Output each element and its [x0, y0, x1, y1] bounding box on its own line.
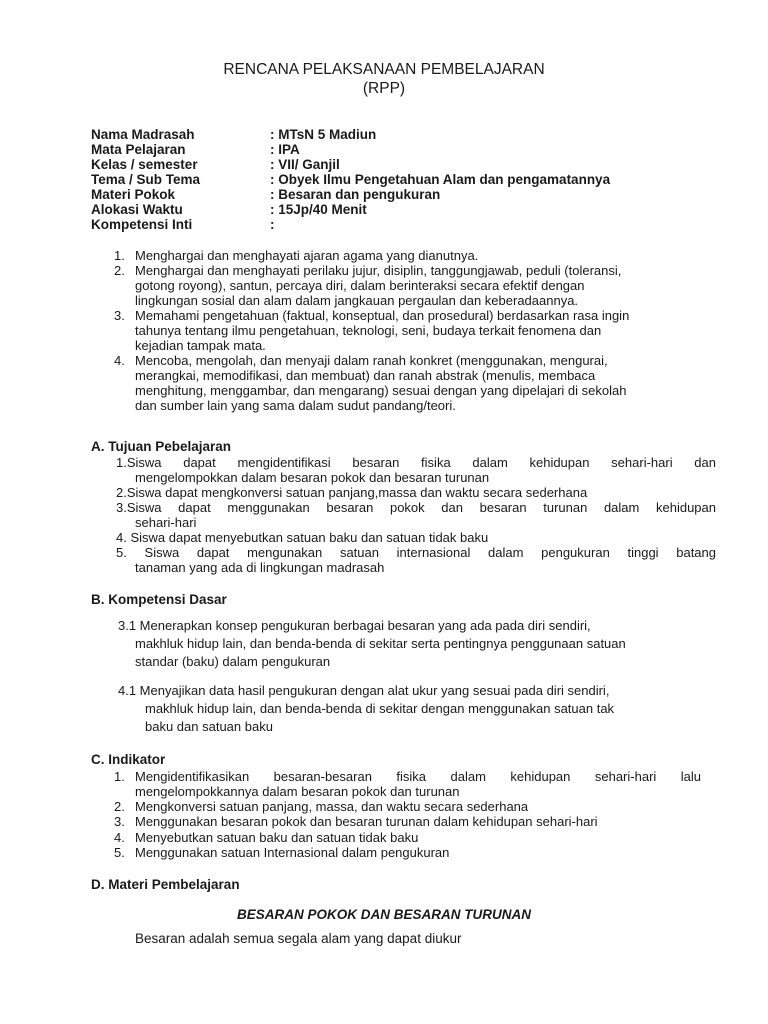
ki-line: gotong royong), santun, percaya diri, dalam berinteraksi secara efektif dengan	[135, 278, 585, 293]
indikator-line: Menggunakan besaran pokok dan besaran turunan dalam kehidupan sehari-hari	[135, 814, 598, 829]
ki-line: menghitung, menggambar, dan mengarang) sesuai dengan yang dipelajari di sekolah	[135, 383, 627, 398]
tujuan-item-5: 5. Siswa dapat mengunakan satuan internasional dalam pengukuran tinggi batang	[116, 545, 716, 560]
kd-3-1-line: makhluk hidup lain, dan benda-benda di sekitar serta pentingnya penggunaan satuan	[135, 636, 626, 651]
indikator-line: Mengkonversi satuan panjang, massa, dan waktu secara sederhana	[135, 799, 529, 814]
info-label-alokasi: Alokasi Waktu	[91, 202, 183, 217]
info-label-ki: Kompetensi Inti	[91, 217, 193, 232]
document-subtitle: (RPP)	[362, 80, 406, 97]
document-title: RENCANA PELAKSANAAN PEMBELAJARAN	[223, 61, 545, 78]
section-b-heading: B. Kompetensi Dasar	[91, 592, 227, 607]
info-value-tema: : Obyek Ilmu Pengetahuan Alam dan pengamatannya	[270, 172, 611, 187]
kd-4-1-line: makhluk hidup lain, dan benda-benda di sekitar dengan menggunakan satuan tak	[145, 701, 615, 716]
tujuan-item-4: 4. Siswa dapat menyebutkan satuan baku dan satuan tidak baku	[116, 530, 489, 545]
info-label-madrasah: Nama Madrasah	[91, 127, 195, 142]
tujuan-item-2: 2.Siswa dapat mengkonversi satuan panjang,massa dan waktu secara sederhana	[116, 485, 588, 500]
info-value-materi: : Besaran dan pengukuran	[270, 187, 441, 202]
kd-3-1-line: 3.1 Menerapkan konsep pengukuran berbagai besaran yang ada pada diri sendiri,	[118, 618, 591, 633]
tujuan-item-3-cont: sehari-hari	[135, 515, 197, 530]
indikator-number: 5.	[114, 845, 125, 860]
section-c-heading: C. Indikator	[91, 752, 166, 767]
ki-line: lingkungan sosial dan alam dalam jangkauan pergaulan dan keberadaannya.	[135, 293, 579, 308]
ki-line: Mencoba, mengolah, dan menyaji dalam ranah konkret (menggunakan, mengurai,	[135, 353, 608, 368]
info-label-tema: Tema / Sub Tema	[91, 172, 201, 187]
ki-line: dan sumber lain yang sama dalam sudut pandang/teori.	[135, 398, 456, 413]
indikator-number: 4.	[114, 830, 125, 845]
kd-3-1-line: standar (baku) dalam pengukuran	[135, 654, 331, 669]
indikator-number: 3.	[114, 814, 125, 829]
info-label-mapel: Mata Pelajaran	[91, 142, 186, 157]
indikator-line: Menyebutkan satuan baku dan satuan tidak baku	[135, 830, 419, 845]
ki-number: 4.	[114, 353, 125, 368]
section-a-heading: A. Tujuan Pebelajaran	[91, 439, 232, 454]
indikator-line: Mengidentifikasikan besaran-besaran fisika dalam kehidupan sehari-hari lalu	[135, 769, 701, 784]
tujuan-item-3: 3.Siswa dapat menggunakan besaran pokok dan besaran turunan dalam kehidupan	[116, 500, 716, 515]
tujuan-item-5-cont: tanaman yang ada di lingkungan madrasah	[135, 560, 385, 575]
info-value-kelas: : VII/ Ganjil	[270, 157, 340, 172]
indikator-number: 2.	[114, 799, 125, 814]
info-value-ki: :	[270, 217, 275, 232]
ki-line: merangkai, memodifikasi, dan membuat) dan ranah abstrak (menulis, membaca	[135, 368, 596, 383]
section-d-heading: D. Materi Pembelajaran	[91, 877, 240, 892]
indikator-number: 1.	[114, 769, 125, 784]
tujuan-item-1-cont: mengelompokkan dalam besaran pokok dan besaran turunan	[135, 470, 490, 485]
kd-4-1-line: baku dan satuan baku	[145, 719, 273, 734]
info-value-mapel: : IPA	[270, 142, 300, 157]
indikator-line: Menggunakan satuan Internasional dalam pengukuran	[135, 845, 450, 860]
materi-body: Besaran adalah semua segala alam yang dapat diukur	[135, 931, 462, 946]
ki-line: Memahami pengetahuan (faktual, konseptual, dan prosedural) berdasarkan rasa ingin	[135, 308, 630, 323]
ki-number: 3.	[114, 308, 125, 323]
tujuan-item-1: 1.Siswa dapat mengidentifikasi besaran fisika dalam kehidupan sehari-hari dan	[116, 455, 716, 470]
info-value-madrasah: : MTsN 5 Madiun	[270, 127, 377, 142]
info-label-kelas: Kelas / semester	[91, 157, 198, 172]
materi-subtitle: BESARAN POKOK DAN BESARAN TURUNAN	[236, 907, 531, 922]
info-label-materi: Materi Pokok	[91, 187, 176, 202]
ki-line: kejadian tampak mata.	[135, 338, 266, 353]
ki-number: 1.	[114, 248, 125, 263]
indikator-line: mengelompokkannya dalam besaran pokok dan turunan	[135, 784, 460, 799]
ki-line: Menghargai dan menghayati perilaku jujur, disiplin, tanggungjawab, peduli (toleransi,	[135, 263, 622, 278]
kd-4-1-line: 4.1 Menyajikan data hasil pengukuran dengan alat ukur yang sesuai pada diri sendiri,	[118, 683, 610, 698]
ki-line: tahunya tentang ilmu pengetahuan, teknologi, seni, budaya terkait fenomena dan	[135, 323, 602, 338]
info-value-alokasi: : 15Jp/40 Menit	[270, 202, 367, 217]
ki-number: 2.	[114, 263, 125, 278]
ki-line: Menghargai dan menghayati ajaran agama yang dianutnya.	[135, 248, 479, 263]
